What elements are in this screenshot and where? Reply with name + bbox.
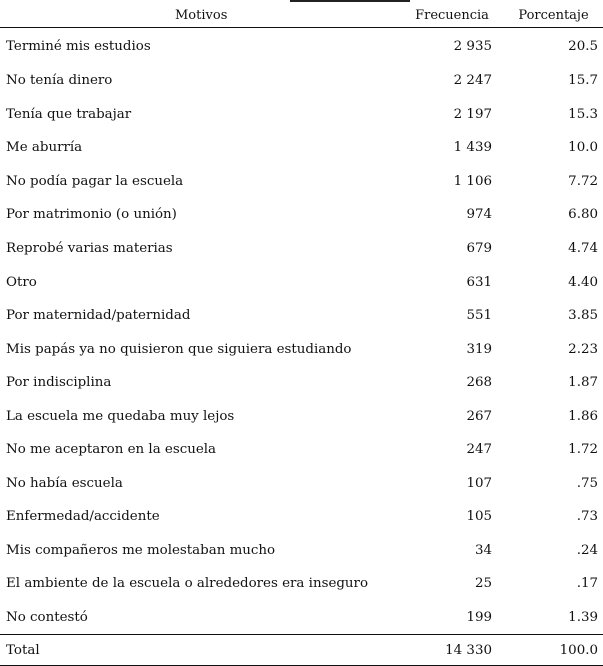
row-frecuencia: 2 935 xyxy=(453,38,492,54)
row-motivo: Por matrimonio (o unión) xyxy=(6,207,177,223)
row-frecuencia: 2 197 xyxy=(453,106,492,122)
row-motivo: No me aceptaron en la escuela xyxy=(6,442,217,458)
row-porcentaje: .24 xyxy=(576,542,598,558)
header-porcentaje: Porcentaje xyxy=(504,3,603,28)
row-motivo: No tenía dinero xyxy=(6,73,113,89)
row-porcentaje: 7.72 xyxy=(568,173,598,189)
row-frecuencia: 319 xyxy=(466,341,492,357)
table-row xyxy=(0,332,603,366)
motivos-table xyxy=(0,3,603,666)
total-row xyxy=(0,635,603,666)
row-porcentaje: 15.7 xyxy=(568,73,598,89)
table-row xyxy=(0,299,603,333)
row-porcentaje: 1.72 xyxy=(568,442,598,458)
clipped-title-stroke xyxy=(290,0,410,2)
row-porcentaje: 3.85 xyxy=(568,308,598,324)
row-motivo: No contestó xyxy=(0,601,390,635)
row-frecuencia: 1 106 xyxy=(453,173,492,189)
row-porcentaje: .75 xyxy=(576,475,598,491)
row-porcentaje: 4.74 xyxy=(568,241,598,256)
table-row xyxy=(0,399,603,433)
row-frecuencia: 105 xyxy=(466,509,492,525)
table-row xyxy=(0,467,603,501)
header-motivos: Motivos xyxy=(0,3,390,28)
row-motivo: Tenía que trabajar xyxy=(6,106,132,122)
table-row xyxy=(0,534,603,568)
row-frecuencia: 199 xyxy=(390,601,504,635)
row-motivo: Mis papás ya no quisieron que siguiera estudiando xyxy=(6,341,352,357)
row-frecuencia: 107 xyxy=(466,475,492,491)
row-frecuencia: 2 247 xyxy=(453,73,492,89)
row-motivo: Mis compañeros me molestaban mucho xyxy=(6,542,276,558)
table-row xyxy=(0,366,603,400)
table-row xyxy=(0,198,603,232)
table-row xyxy=(0,265,603,299)
row-porcentaje: 20.5 xyxy=(568,38,598,54)
row-motivo: Por indisciplina xyxy=(6,375,112,391)
table-row xyxy=(0,28,603,65)
row-frecuencia: 247 xyxy=(466,442,492,458)
row-frecuencia: 551 xyxy=(466,308,492,324)
table-row xyxy=(0,131,603,165)
row-porcentaje: 15.3 xyxy=(568,106,598,122)
row-motivo: Me aburría xyxy=(6,140,83,156)
table-row xyxy=(0,64,603,98)
table-row xyxy=(0,232,603,266)
row-porcentaje: 10.0 xyxy=(568,140,598,156)
header-frecuencia: Frecuencia xyxy=(390,3,504,28)
row-frecuencia: 34 xyxy=(474,542,492,558)
row-motivo: No podía pagar la escuela xyxy=(6,173,184,189)
row-porcentaje: 1.39 xyxy=(504,601,603,635)
table-header xyxy=(0,3,603,28)
row-porcentaje: .73 xyxy=(576,509,598,525)
table-footer xyxy=(0,635,603,666)
row-frecuencia: 268 xyxy=(466,375,492,391)
total-frecuencia: 14 330 xyxy=(390,635,504,666)
table-row xyxy=(0,601,603,635)
table-row xyxy=(0,567,603,601)
row-frecuencia: 1 439 xyxy=(453,140,492,156)
table-row xyxy=(0,500,603,534)
total-porcentaje: 100.0 xyxy=(504,635,603,666)
row-motivo: Terminé mis estudios xyxy=(6,38,151,54)
table-row xyxy=(0,165,603,199)
row-motivo: No había escuela xyxy=(6,475,123,491)
row-frecuencia: 25 xyxy=(474,576,492,592)
row-porcentaje: 6.80 xyxy=(568,207,598,223)
row-frecuencia: 631 xyxy=(466,274,492,290)
row-frecuencia: 267 xyxy=(466,408,492,424)
table-body xyxy=(0,28,603,635)
row-motivo: Otro xyxy=(6,274,37,290)
row-frecuencia: 679 xyxy=(466,241,492,256)
row-motivo: Por maternidad/paternidad xyxy=(6,308,191,324)
table-row xyxy=(0,433,603,467)
header-row xyxy=(0,3,603,28)
table-row xyxy=(0,98,603,132)
row-motivo: Reprobé varias materias xyxy=(6,241,173,256)
row-porcentaje: .17 xyxy=(576,576,598,592)
row-porcentaje: 4.40 xyxy=(568,274,598,290)
row-motivo: El ambiente de la escuela o alrededores era inseguro xyxy=(6,576,369,592)
row-porcentaje: 2.23 xyxy=(568,341,598,357)
row-motivo: La escuela me quedaba muy lejos xyxy=(6,408,235,424)
row-motivo: Enfermedad/accidente xyxy=(6,509,160,525)
total-label: Total xyxy=(0,635,390,666)
row-porcentaje: 1.87 xyxy=(568,375,598,391)
row-frecuencia: 974 xyxy=(466,207,492,223)
row-porcentaje: 1.86 xyxy=(568,408,598,424)
